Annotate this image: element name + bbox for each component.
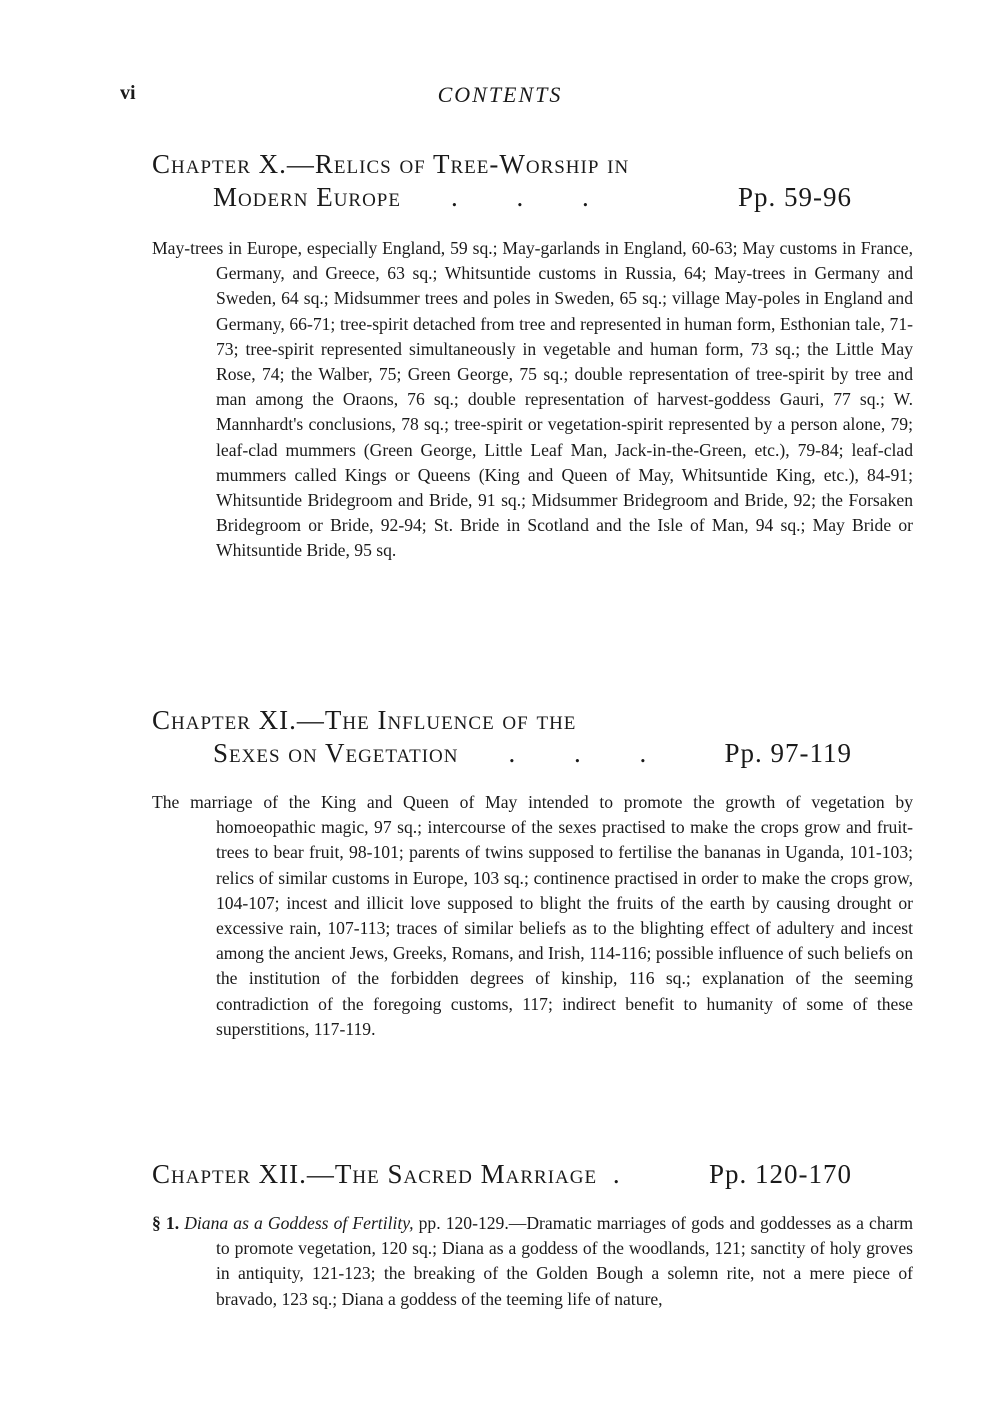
- page-number: vi: [120, 82, 136, 104]
- chapter-xi-title-line1: Chapter XI.—The Influence of the: [152, 705, 577, 735]
- chapter-x-pages: Pp. 59-96: [737, 182, 852, 212]
- page-header: [0, 82, 1000, 112]
- section-pages: pp. 120-129.: [418, 1213, 509, 1233]
- chapter-x-title-line2: Modern Europe: [213, 182, 401, 212]
- chapter-xii-section-1: [152, 1211, 913, 1312]
- chapter-x-summary: May-trees in Europe, especially England, 59 sq.; May-garlands in England, 60-63; May customs in France, Germany, and Greece, 63 sq.; Whitsuntide customs in Russia, 64; May-trees in Germany and Sweden, 64 sq.; Midsummer trees and poles in Sweden, 65 sq.; village May-poles in England and Germany, 66-71; tree-spirit detached from tree and represented in human form, Esthonian tale, 71-73; tree-spirit represented simultaneously in vegetable and human form, 73 sq.; the Little May Rose, 74; the Walber, 75; Green George, 75 sq.; double representation of tree-spirit by tree and man among the Oraons, 76 sq.; double representation of harvest-goddess Gauri, 77 sq.; W. Mannhardt's conclusions, 78 sq.; tree-spirit or vegetation-spirit represented by a person alone, 79; leaf-clad mummers (Green George, Little Leaf Man, Jack-in-the-Green, etc.), 79-84; leaf-clad mummers called Kings or Queens (King and Queen of May, Whitsuntide King, etc.), 84-91; Whitsuntide Bridegroom and Bride, 91 sq.; Midsummer Bridegroom and Bride, 92; the Forsaken Bridegroom or Bride, 92-94; St. Bride in Scotland and the Isle of Man, 94 sq.; May Bride or Whitsuntide Bride, 95 sq.: [152, 238, 913, 561]
- chapter-xi-heading: [152, 704, 852, 770]
- section-mark: § 1.: [152, 1213, 180, 1233]
- leader-dots: . . .: [450, 182, 615, 212]
- chapter-x-heading: [152, 148, 852, 214]
- chapter-xii-heading: [152, 1158, 852, 1191]
- section-title: Diana as a Goddess of Fertility,: [184, 1213, 414, 1233]
- chapter-xii-title: Chapter XII.—The Sacred Marriage: [152, 1159, 598, 1189]
- chapter-xii-pages: Pp. 120-170: [708, 1159, 852, 1189]
- running-title: CONTENTS: [437, 82, 563, 107]
- leader-dots: . . .: [508, 738, 673, 768]
- chapter-x-title-line1: Chapter X.—Relics of Tree-Worship in: [152, 149, 630, 179]
- chapter-xi-title-line2: Sexes on Vegetation: [213, 738, 459, 768]
- leader-dots: .: [612, 1159, 621, 1189]
- chapter-xii-summary: —Dramatic marriages of gods and goddesses as a charm to promote vegetation, 120 sq.; Diana as a goddess of the woodlands, 121; sanctity of holy groves in antiquity, 121-123; the breaking of the Golden Bough a solemn rite, not a mere piece of bravado, 123 sq.; Diana a goddess of the teeming life of nature,: [216, 1213, 914, 1309]
- chapter-xi-summary: The marriage of the King and Queen of May intended to promote the growth of vegetation by homoeopathic magic, 97 sq.; intercourse of the sexes practised to make the crops grow and fruit-trees to bear fruit, 98-101; parents of twins supposed to fertilise the bananas in Uganda, 101-103; relics of similar customs in Europe, 103 sq.; continence practised in order to make the crops grow, 104-107; incest and illicit love supposed to blight the fruits of the earth by causing drought or excessive rain, 107-113; traces of similar beliefs as to the blighting effect of adultery and incest among the ancient Jews, Greeks, Romans, and Irish, 114-116; possible influence of such beliefs on the institution of the forbidden degrees of kinship, 116 sq.; explanation of the seeming contradiction of the foregoing customs, 117; indirect benefit to humanity of some of these superstitions, 117-119.: [152, 792, 913, 1039]
- chapter-xi-pages: Pp. 97-119: [724, 738, 852, 768]
